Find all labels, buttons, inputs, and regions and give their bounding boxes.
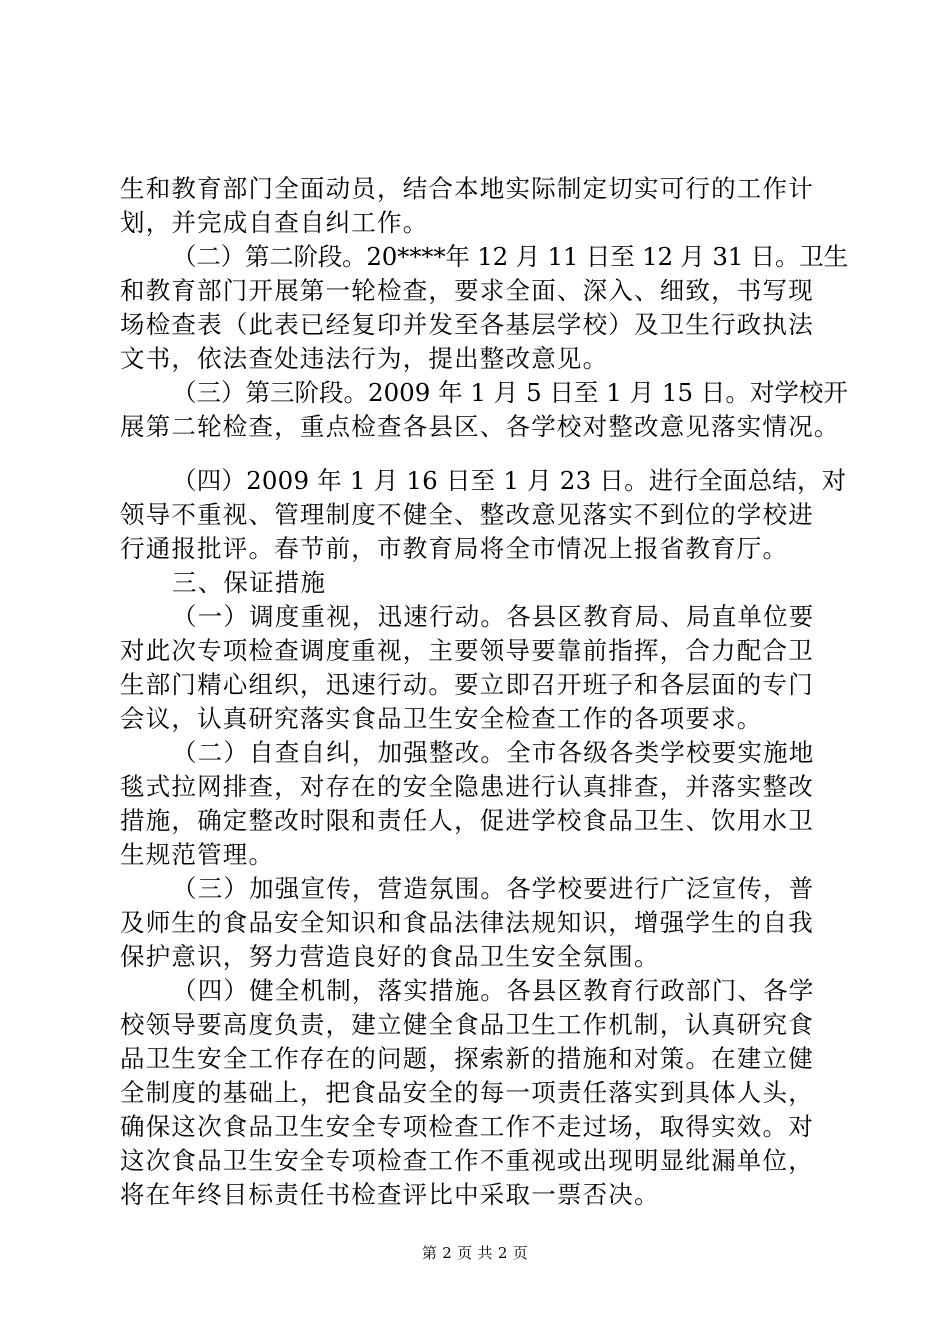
paragraph-line: 生和教育部门全面动员，结合本地实际制定切实可行的工作计 [120, 174, 814, 203]
paragraph-line: （三）第三阶段。2009 年 1 月 5 日至 1 月 15 日。对学校开 [172, 378, 848, 407]
paragraph-line: （四）2009 年 1 月 16 日至 1 月 23 日。进行全面总结，对 [172, 466, 847, 495]
paragraph-line: 会议，认真研究落实食品卫生安全检查工作的各项要求。 [120, 704, 763, 733]
section-heading: 三、保证措施 [172, 568, 327, 597]
paragraph-line: 领导不重视、管理制度不健全、整改意见落实不到位的学校进 [120, 500, 814, 529]
paragraph-line: 全制度的基础上，把食品安全的每一项责任落实到具体人头， [120, 1078, 814, 1107]
paragraph-line: 及师生的食品安全知识和食品法律法规知识，增强学生的自我 [120, 908, 814, 937]
paragraph-line: 将在年终目标责任书检查评比中采取一票否决。 [120, 1180, 660, 1209]
paragraph-line: 文书，依法查处违法行为，提出整改意见。 [120, 344, 609, 373]
paragraph-line: 对此次专项检查调度重视，主要领导要靠前指挥，合力配合卫 [120, 636, 814, 665]
paragraph-line: 行通报批评。春节前，市教育局将全市情况上报省教育厅。 [120, 534, 789, 563]
paragraph-line: 措施，确定整改时限和责任人，促进学校食品卫生、饮用水卫 [120, 806, 814, 835]
paragraph-line: （二）自查自纠，加强整改。全市各级各类学校要实施地 [172, 738, 815, 767]
paragraph-line: （一）调度重视，迅速行动。各县区教育局、局直单位要 [172, 602, 815, 631]
paragraph-line: 展第二轮检查，重点检查各县区、各学校对整改意见落实情况。 [120, 412, 840, 441]
paragraph-line: 场检查表（此表已经复印并发至各基层学校）及卫生行政执法 [120, 310, 814, 339]
paragraph-line: （四）健全机制，落实措施。各县区教育行政部门、各学 [172, 976, 815, 1005]
page-number-footer: 第 2 页 共 2 页 [421, 1244, 529, 1262]
paragraph-line: 划，并完成自查自纠工作。 [120, 208, 429, 237]
paragraph-line: 品卫生安全工作存在的问题，探索新的措施和对策。在建立健 [120, 1044, 814, 1073]
paragraph-line: 这次食品卫生安全专项检查工作不重视或出现明显纰漏单位， [120, 1146, 814, 1175]
paragraph-line: 生规范管理。 [120, 840, 275, 869]
paragraph-line: 毯式拉网排查，对存在的安全隐患进行认真排查，并落实整改 [120, 772, 814, 801]
paragraph-line: 生部门精心组织，迅速行动。要立即召开班子和各层面的专门 [120, 670, 814, 699]
paragraph-line: 保护意识，努力营造良好的食品卫生安全氛围。 [120, 942, 660, 971]
paragraph-line: 校领导要高度负责，建立健全食品卫生工作机制，认真研究食 [120, 1010, 814, 1039]
paragraph-line: 和教育部门开展第一轮检查，要求全面、深入、细致，书写现 [120, 276, 814, 305]
paragraph-line: 确保这次食品卫生安全专项检查工作不走过场，取得实效。对 [120, 1112, 814, 1141]
paragraph-line: （三）加强宣传，营造氛围。各学校要进行广泛宣传，普 [172, 874, 815, 903]
paragraph-line: （二）第二阶段。20****年 12 月 11 日至 12 月 31 日。卫生 [172, 242, 848, 271]
